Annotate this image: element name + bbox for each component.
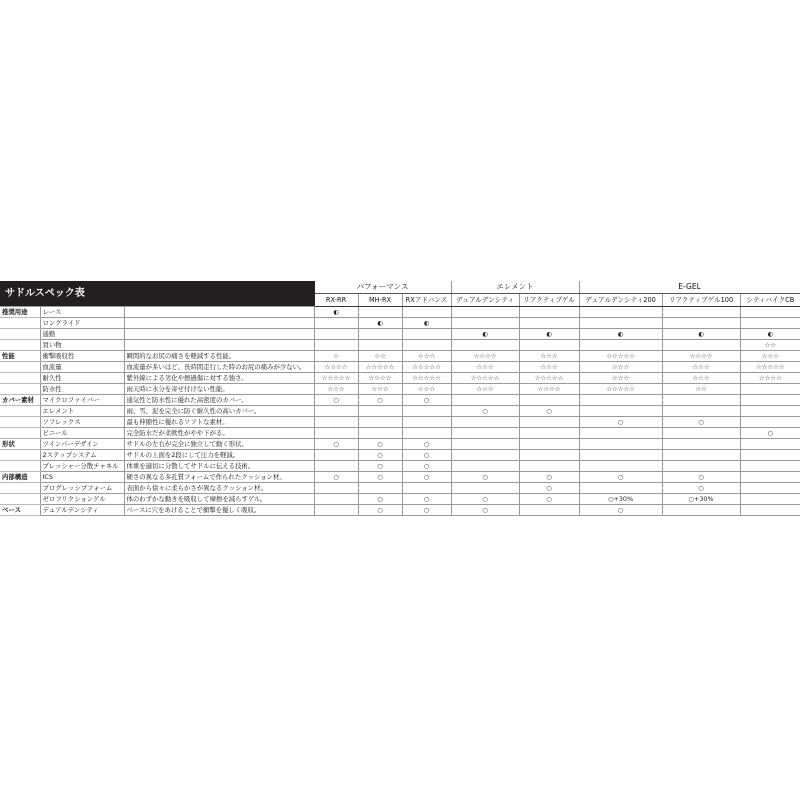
spec-row — [0, 493, 800, 504]
spec-row — [0, 362, 800, 373]
rating-cell — [358, 307, 402, 318]
category-cell: 内部構造 — [0, 471, 40, 482]
feature-cell: ICS — [40, 471, 124, 482]
model-header: リアクティブゲル — [519, 294, 579, 307]
description-cell: 表面から徐々に柔らかさが異なるクッション材。 — [124, 482, 314, 493]
rating-cell: ○ — [519, 493, 579, 504]
model-header: MH-RX — [358, 294, 402, 307]
table-title: サドルスペック表 — [0, 281, 314, 307]
spec-row — [0, 318, 800, 329]
description-cell: 雨、雪、泥を完全に防ぐ耐久性の高いカバー。 — [124, 406, 314, 417]
rating-cell: ○ — [402, 493, 451, 504]
rating-cell — [314, 340, 358, 351]
feature-cell: 衝撃吸収性 — [40, 351, 124, 362]
rating-cell — [579, 395, 662, 406]
rating-cell — [519, 318, 579, 329]
category-cell — [0, 449, 40, 460]
rating-cell — [579, 307, 662, 318]
category-cell — [0, 362, 40, 373]
rating-cell — [402, 482, 451, 493]
feature-cell: ゼロフリクションゲル — [40, 493, 124, 504]
rating-cell: ◐ — [579, 329, 662, 340]
rating-cell — [451, 438, 519, 449]
rating-cell: ☆☆ — [740, 340, 800, 351]
spec-row — [0, 384, 800, 395]
category-cell — [0, 384, 40, 395]
category-cell — [0, 493, 40, 504]
rating-cell — [579, 427, 662, 438]
model-header: RXアドバンス — [402, 294, 451, 307]
rating-cell: ☆☆☆☆☆ — [314, 373, 358, 384]
rating-cell: ☆☆☆ — [579, 373, 662, 384]
rating-cell — [740, 460, 800, 471]
rating-cell: ☆☆☆☆ — [740, 373, 800, 384]
rating-cell — [402, 406, 451, 417]
rating-cell — [314, 406, 358, 417]
group-header: パフォーマンス — [314, 281, 451, 294]
rating-cell: ○ — [519, 471, 579, 482]
feature-cell: マイクロファイバー — [40, 395, 124, 406]
feature-cell: プレッシャー分散チャネル — [40, 460, 124, 471]
spec-row — [0, 340, 800, 351]
spec-row — [0, 307, 800, 318]
rating-cell: ☆☆☆☆ — [451, 351, 519, 362]
rating-cell: ○ — [402, 504, 451, 515]
rating-cell: ○ — [579, 504, 662, 515]
rating-cell: ☆☆☆☆☆ — [402, 373, 451, 384]
rating-cell — [519, 340, 579, 351]
group-header: エレメント — [451, 281, 579, 294]
rating-cell: ☆☆☆☆☆ — [579, 351, 662, 362]
rating-cell: ○ — [358, 449, 402, 460]
rating-cell: ○ — [662, 416, 740, 427]
category-cell — [0, 318, 40, 329]
rating-cell — [519, 427, 579, 438]
description-cell: 完全防水だが柔軟性がやや下がる。 — [124, 427, 314, 438]
rating-cell — [451, 427, 519, 438]
spec-row — [0, 406, 800, 417]
rating-cell — [740, 504, 800, 515]
rating-cell — [740, 482, 800, 493]
rating-cell: ○ — [358, 493, 402, 504]
rating-cell: ☆☆☆☆ — [519, 384, 579, 395]
category-cell — [0, 460, 40, 471]
header-group-row — [0, 281, 800, 294]
rating-cell — [662, 460, 740, 471]
spec-row — [0, 416, 800, 427]
rating-cell: ☆☆☆☆ — [662, 351, 740, 362]
rating-cell — [402, 416, 451, 427]
rating-cell — [740, 307, 800, 318]
rating-cell — [662, 504, 740, 515]
feature-cell: 買い物 — [40, 340, 124, 351]
rating-cell — [579, 406, 662, 417]
feature-cell: ロングライド — [40, 318, 124, 329]
description-cell: 最も伸縮性に優れるソフトな素材。 — [124, 416, 314, 427]
rating-cell — [314, 449, 358, 460]
rating-cell — [519, 504, 579, 515]
rating-cell — [451, 395, 519, 406]
rating-cell — [579, 482, 662, 493]
rating-cell — [740, 493, 800, 504]
feature-cell: 2ステップシステム — [40, 449, 124, 460]
description-cell: 雨天時に水分を寄せ付けない性能。 — [124, 384, 314, 395]
model-header: シティバイクCB — [740, 294, 800, 307]
rating-cell: ☆☆☆ — [402, 351, 451, 362]
feature-cell: レース — [40, 307, 124, 318]
rating-cell: ○ — [662, 471, 740, 482]
rating-cell — [662, 427, 740, 438]
rating-cell: ○ — [519, 406, 579, 417]
description-cell: 硬さの異なる多孔質フォームで作られたクッション材。 — [124, 471, 314, 482]
model-header: デュアルデンシティ200 — [579, 294, 662, 307]
rating-cell: ◐ — [314, 307, 358, 318]
saddle-spec-table — [0, 281, 800, 516]
rating-cell — [740, 384, 800, 395]
category-cell — [0, 482, 40, 493]
rating-cell: ○ — [451, 493, 519, 504]
feature-cell: ソフレックス — [40, 416, 124, 427]
rating-cell — [740, 406, 800, 417]
spec-row — [0, 471, 800, 482]
rating-cell: ☆☆☆☆☆ — [402, 362, 451, 373]
description-cell: 血流量が多いほど、長時間走行した時のお尻の痛みが少ない。 — [124, 362, 314, 373]
description-cell: 瞬間的なお尻の痛さを軽減する性能。 — [124, 351, 314, 362]
rating-cell — [740, 449, 800, 460]
rating-cell: ◐ — [451, 329, 519, 340]
rating-cell — [579, 340, 662, 351]
description-cell — [124, 307, 314, 318]
rating-cell — [314, 329, 358, 340]
rating-cell — [662, 307, 740, 318]
rating-cell — [451, 318, 519, 329]
rating-cell: ◐ — [740, 329, 800, 340]
rating-cell: ○ — [579, 416, 662, 427]
rating-cell: ○ — [358, 460, 402, 471]
rating-cell: ◐ — [358, 318, 402, 329]
rating-cell: ○ — [402, 395, 451, 406]
rating-cell: ☆☆☆☆ — [314, 362, 358, 373]
rating-cell — [740, 471, 800, 482]
category-cell: 形状 — [0, 438, 40, 449]
description-cell — [124, 329, 314, 340]
feature-cell: プログレッシブフォーム — [40, 482, 124, 493]
rating-cell: ○ — [314, 471, 358, 482]
group-header: E-GEL — [579, 281, 800, 294]
category-cell: 性能 — [0, 351, 40, 362]
spec-row — [0, 482, 800, 493]
rating-cell: ☆☆☆☆☆ — [740, 362, 800, 373]
description-cell: 体のわずかな動きを吸収して摩擦を減らすゲル。 — [124, 493, 314, 504]
rating-cell — [314, 427, 358, 438]
rating-cell — [740, 416, 800, 427]
spec-row — [0, 427, 800, 438]
spec-row — [0, 504, 800, 515]
rating-cell: ◐ — [519, 329, 579, 340]
rating-cell: ◐ — [662, 329, 740, 340]
rating-cell: ○ — [451, 406, 519, 417]
spec-row — [0, 329, 800, 340]
rating-cell — [451, 340, 519, 351]
rating-cell — [314, 416, 358, 427]
rating-cell: ○+30% — [662, 493, 740, 504]
rating-cell — [451, 307, 519, 318]
rating-cell: ☆☆☆☆☆ — [519, 373, 579, 384]
rating-cell — [519, 460, 579, 471]
rating-cell: ☆☆☆☆☆ — [451, 373, 519, 384]
description-cell — [124, 340, 314, 351]
feature-cell: 耐久性 — [40, 373, 124, 384]
rating-cell: ☆☆☆ — [662, 362, 740, 373]
category-cell: ベース — [0, 504, 40, 515]
rating-cell — [402, 340, 451, 351]
rating-cell: ☆☆☆ — [358, 384, 402, 395]
rating-cell — [314, 482, 358, 493]
rating-cell — [662, 395, 740, 406]
rating-cell: ☆☆☆☆☆ — [358, 362, 402, 373]
description-cell: サドルの上面を2段にして圧力を軽減。 — [124, 449, 314, 460]
rating-cell: ◐ — [402, 318, 451, 329]
category-cell — [0, 329, 40, 340]
rating-cell — [314, 504, 358, 515]
category-cell — [0, 416, 40, 427]
rating-cell — [519, 449, 579, 460]
rating-cell — [451, 460, 519, 471]
rating-cell: ☆☆☆ — [740, 351, 800, 362]
rating-cell: ☆☆☆ — [314, 384, 358, 395]
rating-cell — [314, 493, 358, 504]
rating-cell — [519, 416, 579, 427]
rating-cell — [402, 427, 451, 438]
rating-cell — [579, 438, 662, 449]
rating-cell: ☆☆☆ — [451, 362, 519, 373]
spec-row — [0, 395, 800, 406]
rating-cell: ☆☆☆ — [519, 362, 579, 373]
category-cell — [0, 340, 40, 351]
model-header: リアクティブゲル100 — [662, 294, 740, 307]
feature-cell: ツインパーデザイン — [40, 438, 124, 449]
rating-cell: ☆☆☆ — [451, 384, 519, 395]
rating-cell: ☆☆☆☆ — [358, 373, 402, 384]
rating-cell: ☆☆☆ — [519, 351, 579, 362]
rating-cell — [451, 449, 519, 460]
category-cell — [0, 373, 40, 384]
description-cell — [124, 318, 314, 329]
rating-cell — [358, 482, 402, 493]
category-cell: カバー素材 — [0, 395, 40, 406]
rating-cell — [451, 482, 519, 493]
rating-cell — [579, 318, 662, 329]
spec-row — [0, 449, 800, 460]
rating-cell — [519, 307, 579, 318]
description-cell: ベースに穴をあけることで衝撃を優しく吸収。 — [124, 504, 314, 515]
rating-cell: ☆☆☆ — [402, 384, 451, 395]
rating-cell — [358, 340, 402, 351]
rating-cell — [519, 438, 579, 449]
rating-cell: ○ — [402, 438, 451, 449]
rating-cell: ☆ — [314, 351, 358, 362]
rating-cell — [579, 449, 662, 460]
spec-row — [0, 351, 800, 362]
feature-cell: 通勤 — [40, 329, 124, 340]
rating-cell — [662, 340, 740, 351]
rating-cell — [358, 329, 402, 340]
rating-cell — [740, 438, 800, 449]
spec-row — [0, 373, 800, 384]
rating-cell — [402, 307, 451, 318]
model-header: RX-RR — [314, 294, 358, 307]
rating-cell — [662, 406, 740, 417]
description-cell: 紫外線による劣化や擦過傷に対する強さ。 — [124, 373, 314, 384]
rating-cell — [451, 416, 519, 427]
model-header: デュアルデンシティ — [451, 294, 519, 307]
rating-cell: ○ — [358, 471, 402, 482]
rating-cell: ☆☆☆ — [662, 373, 740, 384]
rating-cell — [662, 318, 740, 329]
rating-cell: ☆☆☆ — [579, 362, 662, 373]
rating-cell: ○ — [579, 471, 662, 482]
description-cell: 通気性と防水性に優れた高密度のカバー。 — [124, 395, 314, 406]
rating-cell — [740, 318, 800, 329]
rating-cell — [358, 416, 402, 427]
rating-cell — [358, 427, 402, 438]
rating-cell: ○ — [314, 438, 358, 449]
rating-cell — [314, 460, 358, 471]
rating-cell — [579, 460, 662, 471]
rating-cell — [662, 438, 740, 449]
rating-cell: ○+30% — [579, 493, 662, 504]
rating-cell — [314, 318, 358, 329]
feature-cell: エレメント — [40, 406, 124, 417]
rating-cell: ○ — [358, 438, 402, 449]
rating-cell: ○ — [402, 460, 451, 471]
rating-cell: ☆☆ — [358, 351, 402, 362]
rating-cell: ○ — [358, 504, 402, 515]
description-cell: 体重を適切に分散してサドルに伝える技術。 — [124, 460, 314, 471]
rating-cell — [740, 395, 800, 406]
rating-cell: ○ — [314, 395, 358, 406]
rating-cell: ○ — [402, 449, 451, 460]
feature-cell: ビニール — [40, 427, 124, 438]
spec-row — [0, 438, 800, 449]
feature-cell: デュアルデンシティ — [40, 504, 124, 515]
category-cell — [0, 406, 40, 417]
rating-cell: ○ — [662, 482, 740, 493]
description-cell: サドルの左右が完全に独立して動く形状。 — [124, 438, 314, 449]
category-cell — [0, 427, 40, 438]
rating-cell — [662, 449, 740, 460]
rating-cell — [519, 395, 579, 406]
rating-cell: ☆☆ — [662, 384, 740, 395]
feature-cell: 防水性 — [40, 384, 124, 395]
category-cell: 推奨用途 — [0, 307, 40, 318]
rating-cell: ○ — [451, 504, 519, 515]
rating-cell: ○ — [740, 427, 800, 438]
feature-cell: 血流量 — [40, 362, 124, 373]
spec-row — [0, 460, 800, 471]
rating-cell: ○ — [451, 471, 519, 482]
rating-cell: ☆☆☆☆☆ — [579, 384, 662, 395]
rating-cell — [358, 406, 402, 417]
rating-cell — [402, 329, 451, 340]
rating-cell: ○ — [402, 471, 451, 482]
rating-cell: ○ — [358, 395, 402, 406]
rating-cell: ○ — [519, 482, 579, 493]
